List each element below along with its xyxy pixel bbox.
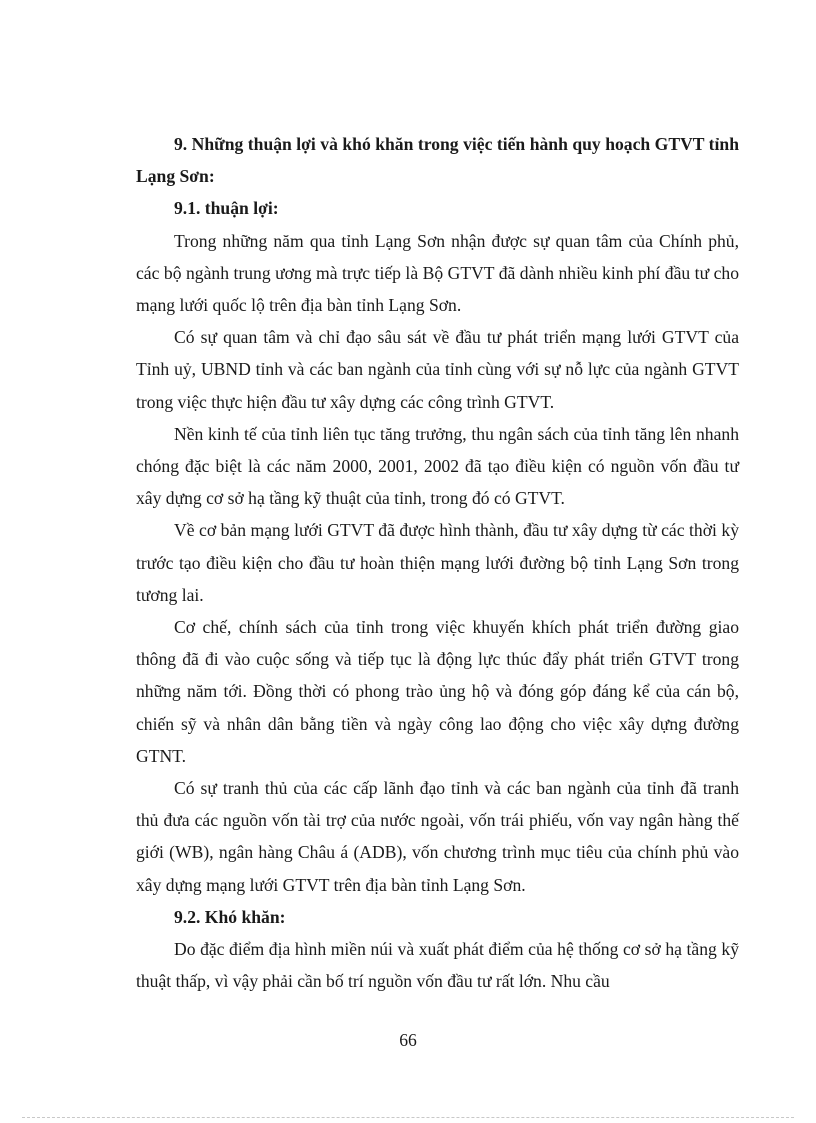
paragraph: Có sự tranh thủ của các cấp lãnh đạo tỉnh và các ban ngành của tỉnh đã tranh thủ đưa các nguồn vốn tài trợ của nước ngoài, vốn trái phiếu, vốn vay ngân hàng thế giới (WB), ngân hàng Châu á (ADB), vốn chương trình mục tiêu của chính phủ vào xây dựng mạng lưới GTVT trên địa bàn tỉnh Lạng Sơn. <box>136 778 739 895</box>
paragraph: Cơ chế, chính sách của tỉnh trong việc khuyến khích phát triển đường giao thông đã đi vào cuộc sống và tiếp tục là động lực thúc đẩy phát triển GTVT trong những năm tới. Đồng thời có phong trào ủng hộ và đóng góp đáng kể của cán bộ, chiến sỹ và nhân dân bằng tiền và ngày công lao động cho việc xây dựng đường GTNT. <box>136 617 739 766</box>
page-number: 66 <box>399 1030 417 1050</box>
paragraph: Do đặc điểm địa hình miền núi và xuất phát điểm của hệ thống cơ sở hạ tầng kỹ thuật thấp, vì vậy phải cần bố trí nguồn vốn đầu tư rất lớn. Nhu cầu <box>136 939 739 992</box>
paragraph: Nền kinh tế của tỉnh liên tục tăng trưởng, thu ngân sách của tỉnh tăng lên nhanh chóng đặc biệt là các năm 2000, 2001, 2002 đã tạo điều kiện có nguồn vốn đầu tư xây dựng cơ sở hạ tầng kỹ thuật của tỉnh, trong đó có GTVT. <box>136 423 739 509</box>
page-bottom-divider <box>22 1117 794 1118</box>
subsection-title-advantages: 9.1. thuận lợi: <box>174 198 279 219</box>
subsection-title-difficulties: 9.2. Khó khăn: <box>174 906 286 927</box>
document-body <box>136 128 739 997</box>
section-heading: 9. Những thuận lợi và khó khăn trong việc tiến hành quy hoạch GTVT tỉnh Lạng Sơn: <box>136 134 739 187</box>
paragraph: Trong những năm qua tỉnh Lạng Sơn nhận được sự quan tâm của Chính phủ, các bộ ngành trung ương mà trực tiếp là Bộ GTVT đã dành nhiều kinh phí đầu tư cho mạng lưới quốc lộ trên địa bàn tỉnh Lạng Sơn. <box>136 230 739 316</box>
paragraph: Có sự quan tâm và chỉ đạo sâu sát về đầu tư phát triển mạng lưới GTVT của Tỉnh uỷ, UBND tỉnh và các ban ngành của tỉnh cùng với sự nỗ lực của ngành GTVT trong việc thực hiện đầu tư xây dựng các công trình GTVT. <box>136 327 739 412</box>
paragraph: Về cơ bản mạng lưới GTVT đã được hình thành, đầu tư xây dựng từ các thời kỳ trước tạo điều kiện cho đầu tư hoàn thiện mạng lưới đường bộ tỉnh Lạng Sơn trong tương lai. <box>136 520 739 605</box>
